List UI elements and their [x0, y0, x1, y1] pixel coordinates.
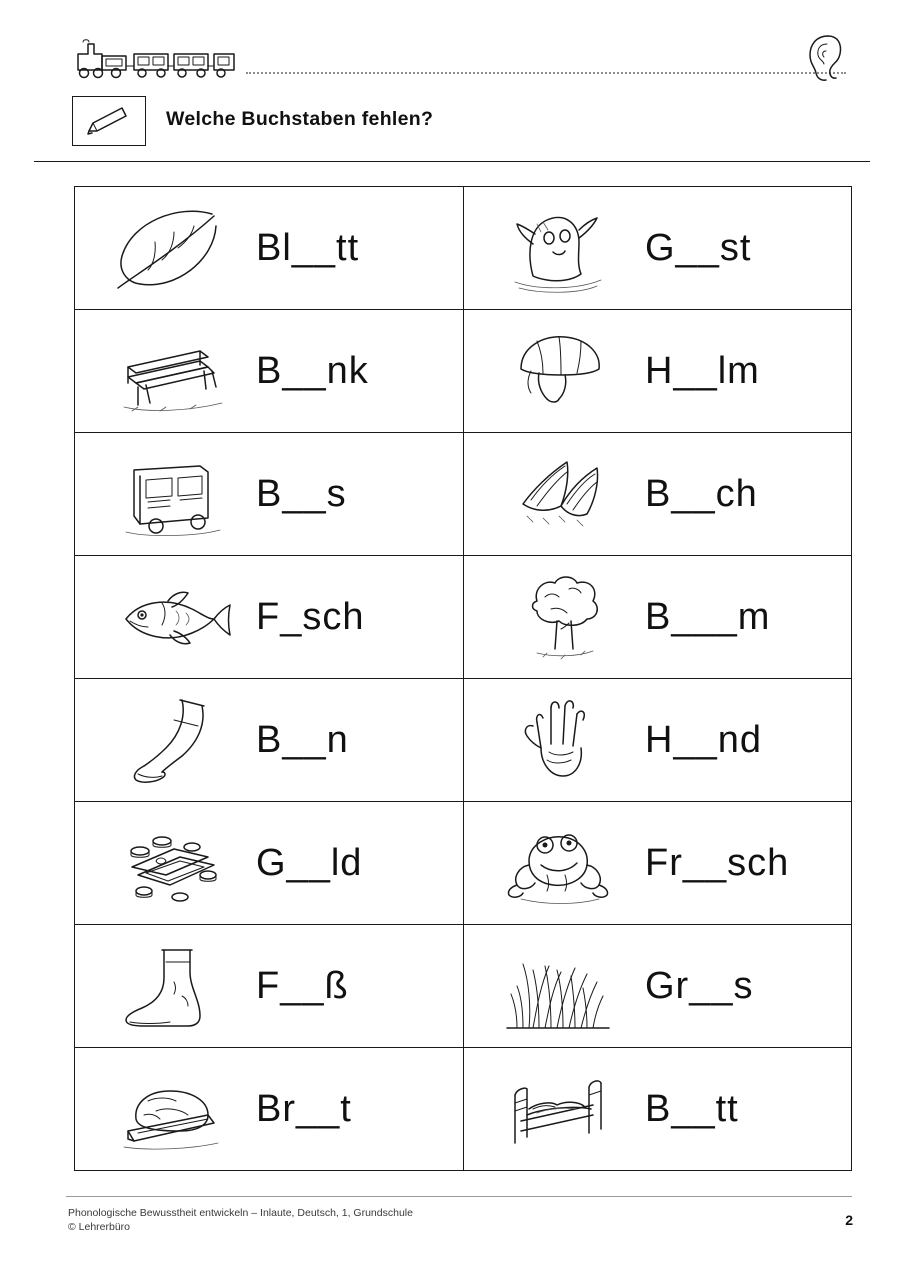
- word-text: H__lm: [645, 349, 760, 392]
- word-text: Br__t: [256, 1087, 352, 1130]
- foot-picture: [81, 932, 256, 1040]
- ear-icon: [794, 30, 850, 86]
- exercise-item: [75, 310, 463, 433]
- exercise-item: [75, 1048, 463, 1171]
- page-title: Welche Buchstaben fehlen?: [166, 108, 434, 130]
- exercise-item: [75, 802, 463, 925]
- helmet-picture: [470, 317, 645, 425]
- exercise-item: [463, 1048, 851, 1171]
- exercise-item: [463, 679, 851, 802]
- train-icon: [68, 34, 238, 80]
- bench-picture: [81, 317, 256, 425]
- word-text: H__nd: [645, 718, 762, 761]
- exercise-item: [75, 433, 463, 556]
- exercise-item: [463, 433, 851, 556]
- exercise-item: [463, 556, 851, 679]
- word-text: B___m: [645, 595, 771, 638]
- book-picture: [470, 440, 645, 548]
- leg-picture: [81, 686, 256, 794]
- word-text: F__ß: [256, 964, 349, 1007]
- word-text: F_sch: [256, 595, 365, 638]
- footer-line-2: © Lehrerbüro: [68, 1221, 131, 1234]
- word-text: B__ch: [645, 472, 758, 515]
- exercise-item: [463, 802, 851, 925]
- fish-picture: [81, 563, 256, 671]
- word-text: G__ld: [256, 841, 363, 884]
- bread-picture: [81, 1055, 256, 1163]
- bus-picture: [81, 440, 256, 548]
- bed-picture: [470, 1055, 645, 1163]
- exercise-item: [75, 925, 463, 1048]
- word-text: B__nk: [256, 349, 369, 392]
- task-row: [72, 96, 852, 148]
- exercise-item: [463, 310, 851, 433]
- header-separator: [34, 161, 870, 162]
- hand-picture: [470, 686, 645, 794]
- exercise-grid: [74, 186, 852, 1171]
- footer-divider: [66, 1196, 852, 1197]
- exercise-item: [463, 187, 851, 310]
- pencil-icon: [72, 96, 146, 146]
- word-text: Fr__sch: [645, 841, 790, 884]
- exercise-item: [463, 925, 851, 1048]
- word-text: Gr__s: [645, 964, 754, 1007]
- page-number: 2: [845, 1212, 853, 1228]
- leaf-picture: [81, 194, 256, 302]
- tree-picture: [470, 563, 645, 671]
- word-text: B__s: [256, 472, 347, 515]
- page-header: [60, 34, 850, 90]
- exercise-item: [75, 556, 463, 679]
- word-text: B__n: [256, 718, 349, 761]
- grass-picture: [470, 932, 645, 1040]
- header-divider: [246, 72, 846, 74]
- ghost-picture: [470, 194, 645, 302]
- exercise-item: [75, 187, 463, 310]
- footer-line-1: Phonologische Bewusstheit entwickeln – Inlaute, Deutsch, 1, Grundschule: [68, 1207, 413, 1219]
- word-text: G__st: [645, 226, 752, 269]
- money-picture: [81, 809, 256, 917]
- exercise-item: [75, 679, 463, 802]
- footer-source: [68, 1206, 413, 1234]
- frog-picture: [470, 809, 645, 917]
- word-text: B__tt: [645, 1087, 739, 1130]
- word-text: Bl__tt: [256, 226, 360, 269]
